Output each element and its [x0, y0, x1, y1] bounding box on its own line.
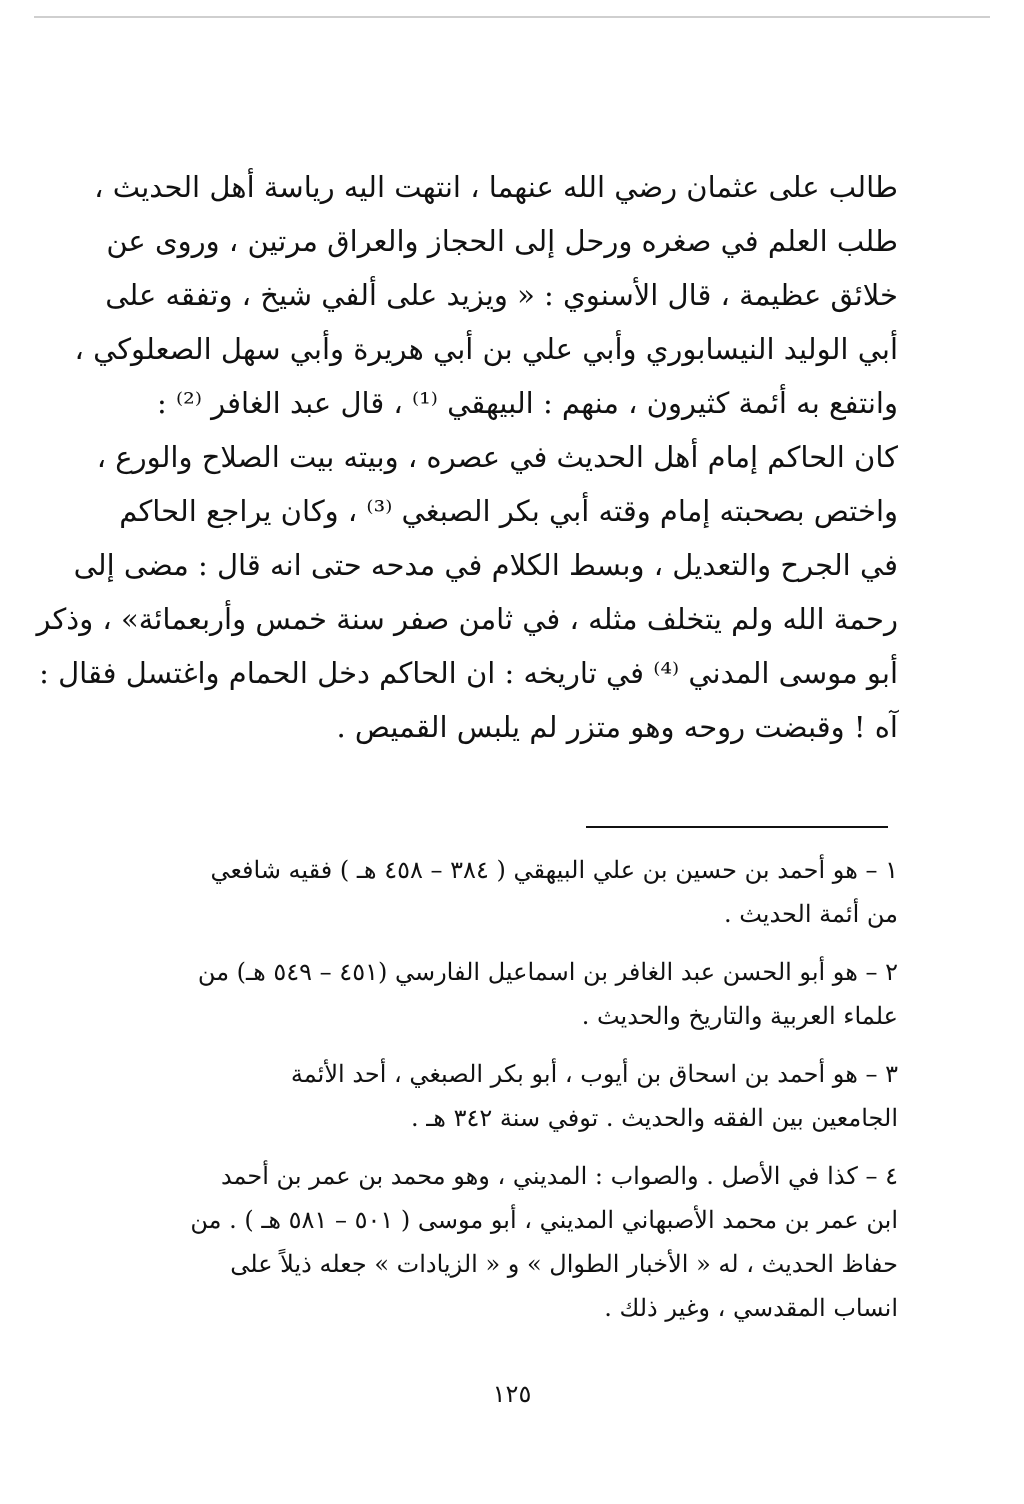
footnote-divider	[586, 826, 888, 828]
footnote-line: ٣ – هو أحمد بن اسحاق بن أيوب ، أبو بكر الصبغي ، أحد الأئمة	[290, 1060, 898, 1088]
text-line: رحمة الله ولم يتخلف مثله ، في ثامن صفر سنة خمس وأربعمائة» ، وذكر	[36, 602, 898, 636]
footnote-line: علماء العربية والتاريخ والحديث .	[581, 1002, 898, 1030]
footnote-line: حفاظ الحديث ، له « الأخبار الطوال » و « الزيادات » جعله ذيلاً على	[230, 1250, 898, 1278]
text-line: كان الحاكم إمام أهل الحديث في عصره ، وبيته بيت الصلاح والورع ،	[96, 440, 898, 474]
footnote-line: الجامعين بين الفقه والحديث . توفي سنة ٣٤٢ هـ .	[410, 1104, 898, 1132]
text-line: أبو موسى المدني ⁽⁴⁾ في تاريخه : ان الحاكم دخل الحمام واغتسل فقال :	[39, 656, 898, 690]
footnotes-section	[122, 848, 898, 1344]
text-line: طلب العلم في صغره ورحل إلى الحجاز والعراق مرتين ، وروى عن	[106, 224, 898, 258]
page-number: ١٢٥	[492, 1380, 532, 1408]
text-line: خلائق عظيمة ، قال الأسنوي : « ويزيد على ألفي شيخ ، وتفقه على	[105, 278, 898, 312]
text-line: في الجرح والتعديل ، وبسط الكلام في مدحه حتى انه قال : مضى إلى	[73, 548, 898, 582]
footnote-line: ٢ – هو أبو الحسن عبد الغافر بن اسماعيل الفارسي (٤٥١ – ٥٤٩ هـ) من	[197, 958, 898, 986]
text-line: طالب على عثمان رضي الله عنهما ، انتهت اليه رياسة أهل الحديث ،	[94, 170, 898, 204]
text-line: واختص بصحبته إمام وقته أبي بكر الصبغي ⁽³⁾ ، وكان يراجع الحاكم	[119, 494, 898, 528]
footnote-line: ١ – هو أحمد بن حسين بن علي البيهقي ( ٣٨٤ – ٤٥٨ هـ ) فقيه شافعي	[210, 856, 898, 884]
footnote-2	[122, 950, 898, 1038]
footnote-line: ابن عمر بن محمد الأصبهاني المديني ، أبو موسى ( ٥٠١ – ٥٨١ هـ ) . من	[190, 1206, 898, 1234]
footnote-line: من أئمة الحديث .	[723, 900, 898, 928]
main-text-block	[36, 160, 898, 754]
text-line: أبي الوليد النيسابوري وأبي علي بن أبي هريرة وأبي سهل الصعلوكي ،	[74, 332, 898, 366]
footnote-1	[122, 848, 898, 936]
text-line: آه ! وقبضت روحه وهو متزر لم يلبس القميص .	[336, 710, 898, 744]
footnote-line: ٤ – كذا في الأصل . والصواب : المديني ، وهو محمد بن عمر بن أحمد	[220, 1162, 898, 1190]
footnote-4	[122, 1154, 898, 1330]
top-border-rule	[34, 16, 990, 18]
footnote-line: انساب المقدسي ، وغير ذلك .	[604, 1294, 898, 1322]
text-line: وانتفع به أئمة كثيرون ، منهم : البيهقي ⁽¹⁾ ، قال عبد الغافر ⁽²⁾ :	[157, 386, 898, 420]
footnote-3	[122, 1052, 898, 1140]
body-paragraph	[36, 160, 898, 754]
